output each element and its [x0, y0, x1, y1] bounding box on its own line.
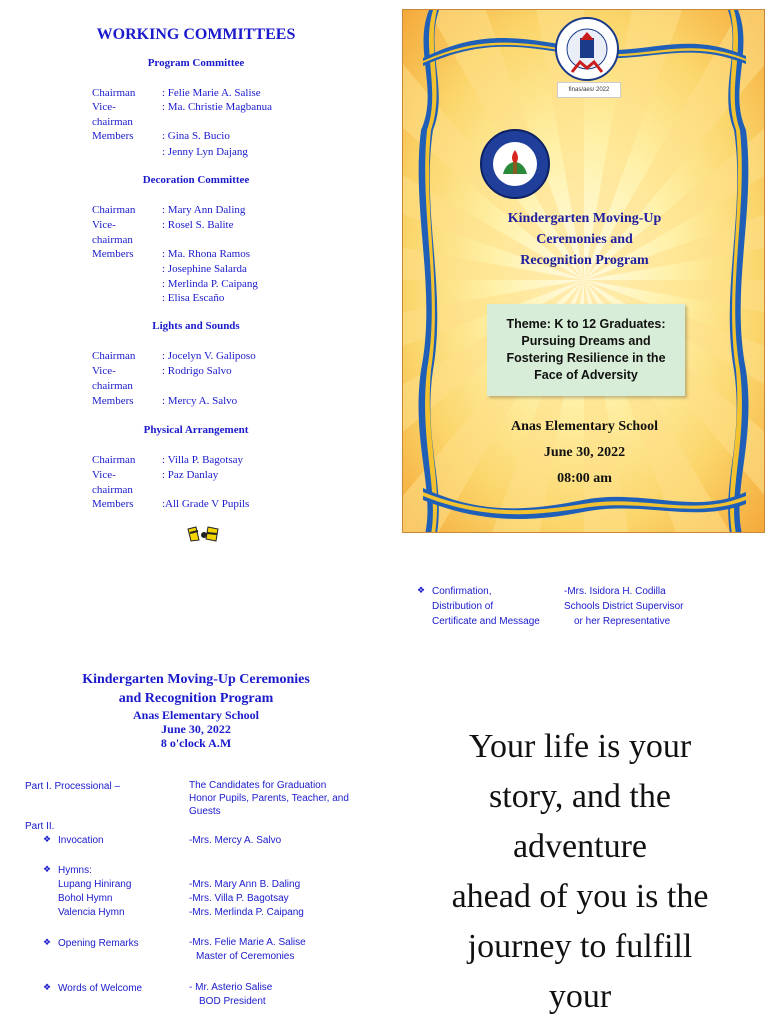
role-label: Members — [92, 498, 134, 510]
deped-seal-icon — [554, 16, 620, 82]
program-title-line1: Kindergarten Moving-Up Ceremonies — [82, 672, 310, 687]
role-label: Members — [92, 130, 134, 142]
diamond-bullet-icon: ❖ — [43, 982, 52, 992]
member-name: : Paz Danlay — [162, 469, 219, 481]
committee-title-lights: Lights and Sounds — [152, 320, 240, 332]
theme-line: Pursuing Dreams and — [521, 334, 651, 348]
quote-line: adventure — [512, 828, 648, 865]
invocation-person: -Mrs. Mercy A. Salvo — [189, 835, 282, 846]
program-cover — [402, 9, 765, 533]
hymn-list — [58, 878, 131, 920]
member-name: : Ma. Christie Magbanua — [162, 101, 272, 113]
cover-school-name: Anas Elementary School — [511, 419, 658, 434]
cover-title-line: Ceremonies and — [536, 232, 633, 247]
member-name: : Rosel S. Balite — [162, 219, 234, 231]
opening-person-name: -Mrs. Felie Marie A. Salise — [189, 937, 306, 948]
member-name: : Ma. Rhona Ramos — [162, 248, 250, 260]
member-name: : Mercy A. Salvo — [162, 395, 238, 407]
part1-line: The Candidates for Graduation — [189, 780, 327, 791]
words-of-welcome-person — [189, 981, 272, 1009]
cover-event-details — [443, 414, 726, 492]
role-label: Members — [92, 395, 134, 407]
diamond-bullet-icon: ❖ — [417, 585, 426, 595]
role-label: Chairman — [92, 204, 136, 216]
cover-title-line: Kindergarten Moving-Up — [507, 211, 662, 226]
confirmation-label-line: Certificate and Message — [432, 616, 540, 627]
program-school: Anas Elementary School — [133, 708, 259, 722]
theme-line: Face of Adversity — [534, 368, 638, 382]
working-committees-title: WORKING COMMITTEES — [96, 26, 296, 43]
confirmation-person-line: Schools District Supervisor — [564, 601, 684, 612]
confirmation-label-line: Confirmation, — [432, 586, 492, 597]
quote-line: story, and the — [489, 778, 671, 815]
opening-person-role: Master of Ceremonies — [196, 951, 295, 962]
program-header — [0, 670, 392, 750]
hymn-people — [189, 878, 304, 920]
hymn-name: Lupang Hinirang — [58, 879, 132, 890]
committee-title-program: Program Committee — [147, 57, 245, 69]
committee-title-decoration: Decoration Committee — [142, 174, 250, 186]
program-time: 8 o'clock A.M — [160, 736, 232, 750]
quote-line: journey to fulfill — [467, 928, 693, 965]
theme-box — [487, 304, 685, 396]
member-name: : Merlinda P. Caipang — [162, 278, 258, 290]
member-name: : Jocelyn V. Galiposo — [162, 350, 256, 362]
quote-line: Your life is your — [468, 728, 692, 765]
bees-decoration-icon — [186, 526, 222, 542]
cover-title-line: Recognition Program — [520, 253, 649, 268]
member-name: : Felie Marie A. Salise — [162, 87, 261, 99]
hymn-name: Valencia Hymn — [58, 907, 125, 918]
role-label: Members — [92, 248, 134, 260]
part1-line: Guests — [189, 806, 221, 817]
welcome-person-role: BOD President — [199, 996, 266, 1007]
member-name: : Gina S. Bucio — [162, 130, 230, 142]
role-label: Chairman — [92, 454, 136, 466]
part1-participants — [189, 779, 389, 818]
member-name: : Elisa Escaño — [162, 292, 225, 304]
quote-line: your — [548, 978, 612, 1015]
hymn-person: -Mrs. Villa P. Bagotsay — [189, 893, 289, 904]
theme-line: Theme: K to 12 Graduates: — [506, 317, 666, 331]
quote-line: ahead of you is the — [451, 878, 709, 915]
member-name: : Jenny Lyn Dajang — [162, 146, 248, 158]
welcome-person-name: - Mr. Asterio Salise — [189, 982, 273, 993]
division-seal-icon — [479, 128, 551, 200]
cover-date: June 30, 2022 — [543, 445, 626, 460]
member-name: :All Grade V Pupils — [162, 498, 250, 510]
confirmation-person — [564, 584, 764, 629]
role-label: Vice-chairman — [92, 101, 133, 128]
inspirational-quote — [410, 722, 750, 1022]
words-of-welcome-label: Words of Welcome — [58, 983, 143, 994]
cover-time: 08:00 am — [557, 471, 612, 486]
reference-code: finas/aes/ 2022 — [557, 82, 621, 98]
role-label: Chairman — [92, 87, 136, 99]
member-name: : Josephine Salarda — [162, 263, 247, 275]
part2-label: Part II. — [25, 821, 55, 832]
part1-label: Part I. Processional – — [25, 781, 121, 792]
hymn-person: -Mrs. Merlinda P. Caipang — [189, 907, 304, 918]
opening-remarks-label: Opening Remarks — [58, 938, 139, 949]
invocation-label: Invocation — [58, 835, 104, 846]
cover-title — [463, 208, 706, 271]
role-label: Vice-chairman — [92, 365, 133, 392]
member-name: : Mary Ann Daling — [162, 204, 246, 216]
diamond-bullet-icon: ❖ — [43, 834, 52, 844]
confirmation-label — [432, 584, 562, 629]
member-name: : Villa P. Bagotsay — [162, 454, 244, 466]
hymn-person: -Mrs. Mary Ann B. Daling — [189, 879, 301, 890]
committee-title-physical: Physical Arrangement — [143, 424, 249, 436]
ribbon-left-icon — [411, 10, 441, 533]
member-name: : Rodrigo Salvo — [162, 365, 232, 377]
confirmation-person-line: -Mrs. Isidora H. Codilla — [564, 586, 666, 597]
hymns-label: Hymns: — [58, 865, 92, 876]
opening-remarks-person — [189, 936, 306, 964]
confirmation-label-line: Distribution of — [432, 601, 494, 612]
hymn-name: Bohol Hymn — [58, 893, 113, 904]
program-title-line2: and Recognition Program — [118, 691, 274, 706]
program-date: June 30, 2022 — [161, 722, 231, 736]
part1-line: Honor Pupils, Parents, Teacher, and — [189, 793, 349, 804]
role-label: Vice-chairman — [92, 219, 133, 246]
confirmation-person-line: or her Representative — [574, 616, 671, 627]
ribbon-right-icon — [726, 10, 756, 533]
role-label: Vice-chairman — [92, 469, 133, 496]
diamond-bullet-icon: ❖ — [43, 864, 52, 874]
role-label: Chairman — [92, 350, 136, 362]
theme-line: Fostering Resilience in the — [506, 351, 666, 365]
diamond-bullet-icon: ❖ — [43, 937, 52, 947]
